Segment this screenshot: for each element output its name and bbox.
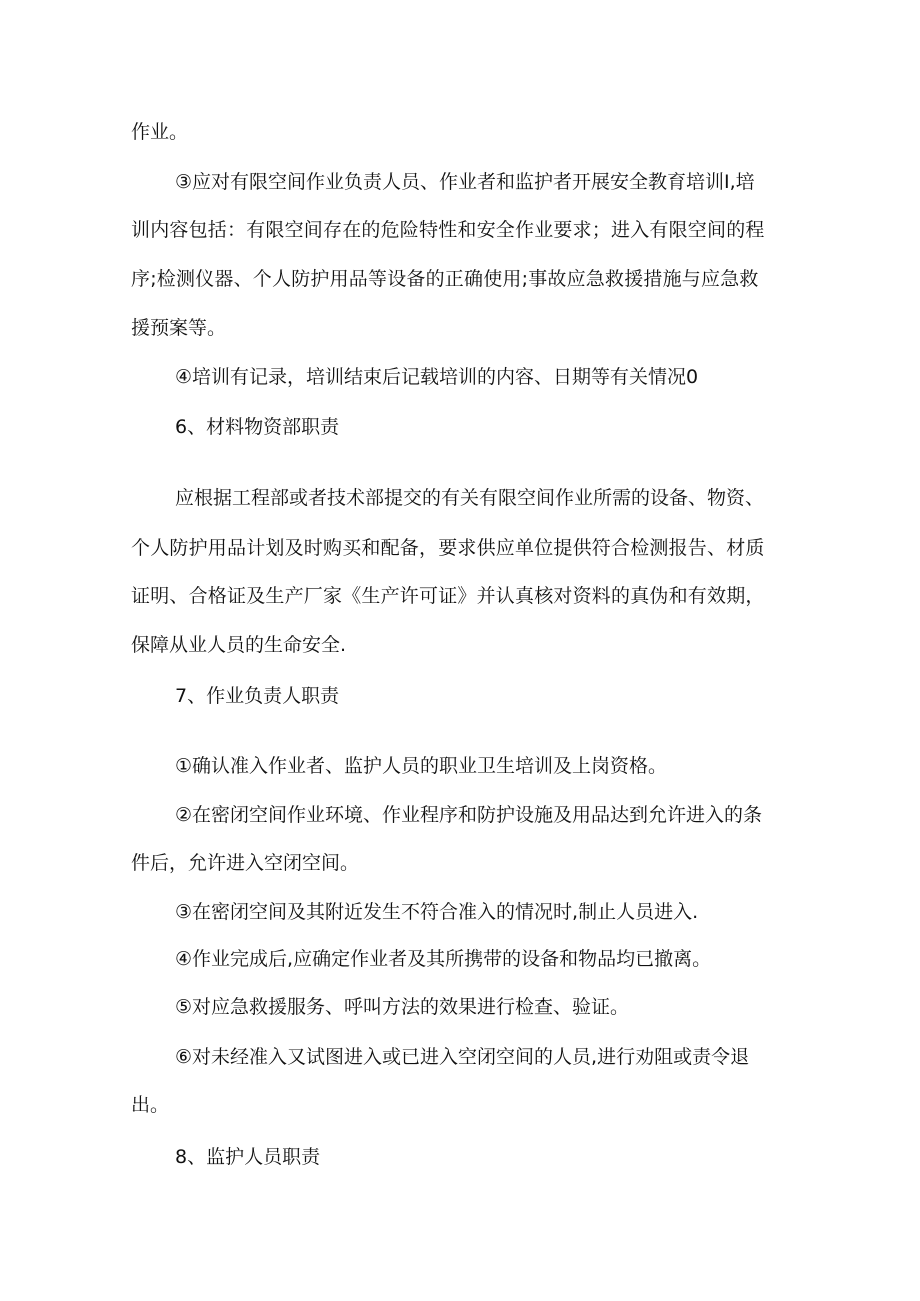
section-heading: 7、作业负责人职责 bbox=[175, 685, 340, 707]
text-line: 训内容包括：有限空间存在的危险特性和安全作业要求；进入有限空间的程 bbox=[131, 219, 765, 241]
text-line: 援预案等。 bbox=[131, 317, 227, 339]
text-line: 应根据工程部或者技术部提交的有关有限空间作业所需的设备、物资、 bbox=[175, 487, 765, 509]
text-line: 证明、合格证及生产厂家《生产许可证》并认真核对资料的真伪和有效期， bbox=[131, 585, 765, 607]
text-line: ①确认准入作业者、监护人员的职业卫生培训及上岗资格。 bbox=[175, 755, 668, 777]
section-heading: 8、监护人员职责 bbox=[175, 1146, 321, 1168]
text-line: ④作业完成后,应确定作业者及其所携带的设备和物品均已撤离。 bbox=[175, 948, 712, 970]
section-heading: 6、材料物资部职责 bbox=[175, 416, 340, 438]
text-line: 件后，允许进入空闭空间。 bbox=[131, 852, 360, 874]
text-line: 保障从业人员的生命安全. bbox=[131, 634, 347, 656]
text-line: ②在密闭空间作业环境、作业程序和防护设施及用品达到允许进入的条 bbox=[175, 804, 763, 826]
text-line: 个人防护用品计划及时购买和配备，要求供应单位提供符合检测报告、材质 bbox=[131, 537, 765, 559]
text-line: ③在密闭空间及其附近发生不符合准入的情况时,制止人员进入. bbox=[175, 901, 699, 923]
text-line: 出。 bbox=[131, 1094, 170, 1116]
text-line: ⑤对应急救援服务、呼叫方法的效果进行检查、验证。 bbox=[175, 996, 630, 1018]
text-line: 作业。 bbox=[131, 121, 189, 143]
text-line: 序;检测仪器、个人防护用品等设备的正确使用;事故应急救援措施与应急救 bbox=[131, 268, 759, 290]
text-line: ⑥对未经准入又试图进入或已进入空闭空间的人员,进行劝阻或责令退 bbox=[175, 1046, 750, 1068]
text-line: ④培训有记录，培训结束后记载培训的内容、日期等有关情况0 bbox=[175, 366, 699, 388]
text-line: ③应对有限空间作业负责人员、作业者和监护者开展安全教育培训I,培 bbox=[175, 171, 755, 193]
